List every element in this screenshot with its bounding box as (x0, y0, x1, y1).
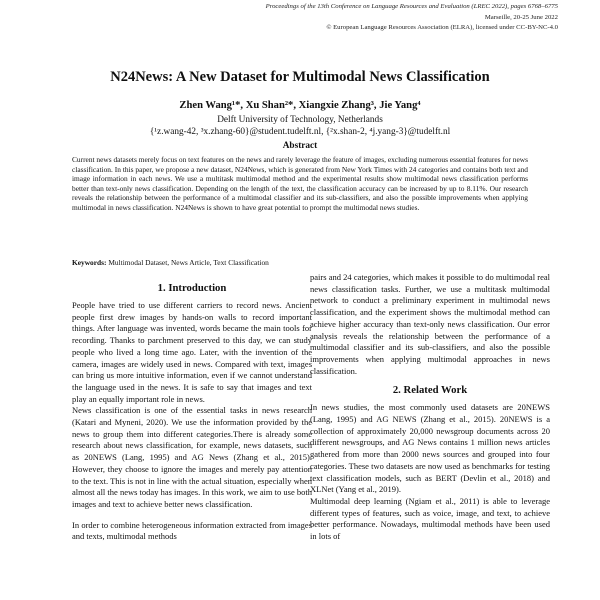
abstract-heading: Abstract (282, 141, 318, 151)
author-list: Zhen Wang¹*, Xu Shan²*, Xiangxie Zhang³, Jie Yang⁴ (179, 100, 421, 111)
proceedings-header (138, 2, 558, 34)
location-line: Marseille, 20-25 June 2022 (484, 13, 558, 21)
venue-line: Proceedings of the 13th Conference on Language Resources and Evaluation (LREC 2022), pages 6768–6775 (265, 3, 558, 10)
keywords-line (72, 258, 528, 268)
author-emails: {¹z.wang-42, ³x.zhang-60}@student.tudelft.nl, {²x.shan-2, ⁴j.yang-3}@tudelft.nl (149, 127, 451, 137)
intro-paragraph-continued: pairs and 24 categories, which makes it possible to do multimodal real news classification tasks. Further, we use a multitask multimodal network to conduct a preliminary experiment in multimodal news classification, and the experiment shows the multimodal method can achieve higher accuracy than text-only news classification. Our error analysis reveals the relationship between the performance of a multimodal classifier and its sub-classifiers, and also the possible improvements when applying multimodal approaches in news classification. (310, 272, 550, 376)
affiliation-block (40, 114, 560, 138)
abstract-text: Current news datasets merely focus on text features on the news and rarely leverage the feature of images, excluding numerous essential features for news classification. In this paper, we propose a new dataset, N24News, which is generated from New York Times with 24 categories and contains both text and image information in each news. We use a multitask multimodal method and the experimental results show multimodal news classification performs better than text-only news classification. Depending on the length of the text, the classification accuracy can be increased by up to 8.11%. Our research reveals the relationship between the performance of a multimodal classifier and its sub-classifiers, and also the possible improvements when applying multimodal in news classification. N24News is shown to have great potential to prompt the multimodal news studies. (72, 155, 528, 212)
intro-paragraph-2: News classification is one of the essential tasks in news research (Katari and Myneni, 2020). We use the information provided by the news to group them into different categories.There is already some research about news classification, for example, news datasets, such as 20NEWS (Lang, 1995) and AG News (Zhang et al., 2015). However, they choose to ignore the images and merely pay attention to the text. This is not in line with the actual situation, especially when almost all the news today has images. In this work, we aim to use both images and text to achieve better news classification. (72, 405, 312, 509)
introduction-heading: 1. Introduction (157, 282, 227, 294)
keywords-label: Keywords: (72, 258, 107, 267)
related-paragraph-2: Multimodal deep learning (Ngiam et al., 2011) is able to leverage different types of features, such as voice, image, and text, to achieve better performance. Nowadays, multimodal methods have been used in lots of (310, 495, 550, 542)
left-column (72, 282, 312, 543)
keywords-value: Multimodal Dataset, News Article, Text Classification (108, 258, 269, 267)
intro-paragraph-1: People have tried to use different carriers to record news. Ancient people first drew images by hands-on walls to record important things. After language was invented, words became the main tools for recording. Thanks to parchment preserved to this day, we can study people who lived a long time ago. Later, with the invention of the camera, images are widely used in news. Compared with text, images can bring us more intuitive information, even if we cannot understand the language used in the news. It is safe to say that images and text play an equally important role in news. (72, 300, 312, 404)
copyright-line: © European Language Resources Association (ELRA), licensed under CC-BY-NC-4.0 (326, 24, 558, 31)
related-paragraph-1: In news studies, the most commonly used datasets are 20NEWS (Lang, 1995) and AG NEWS (Zhang et al., 2015). 20NEWS is a collection of approximately 20,000 newsgroup documents across 20 different newsgroups, and AG News contains 1 million news articles gathered from more than 2000 news sources and grouped into four categories. These two datasets are now used as benchmarks for testing text classification models, such as BERT (Devlin et al., 2018) and XLNet (Yang et al., 2019). (310, 402, 550, 495)
affiliation: Delft University of Technology, Netherlands (217, 115, 383, 125)
related-work-heading: 2. Related Work (392, 384, 468, 397)
right-column (310, 272, 550, 543)
intro-paragraph-3: In order to combine heterogeneous information extracted from images and texts, multimodal methods (72, 519, 312, 542)
paper-title: N24News: A New Dataset for Multimodal News Classification (110, 69, 490, 85)
